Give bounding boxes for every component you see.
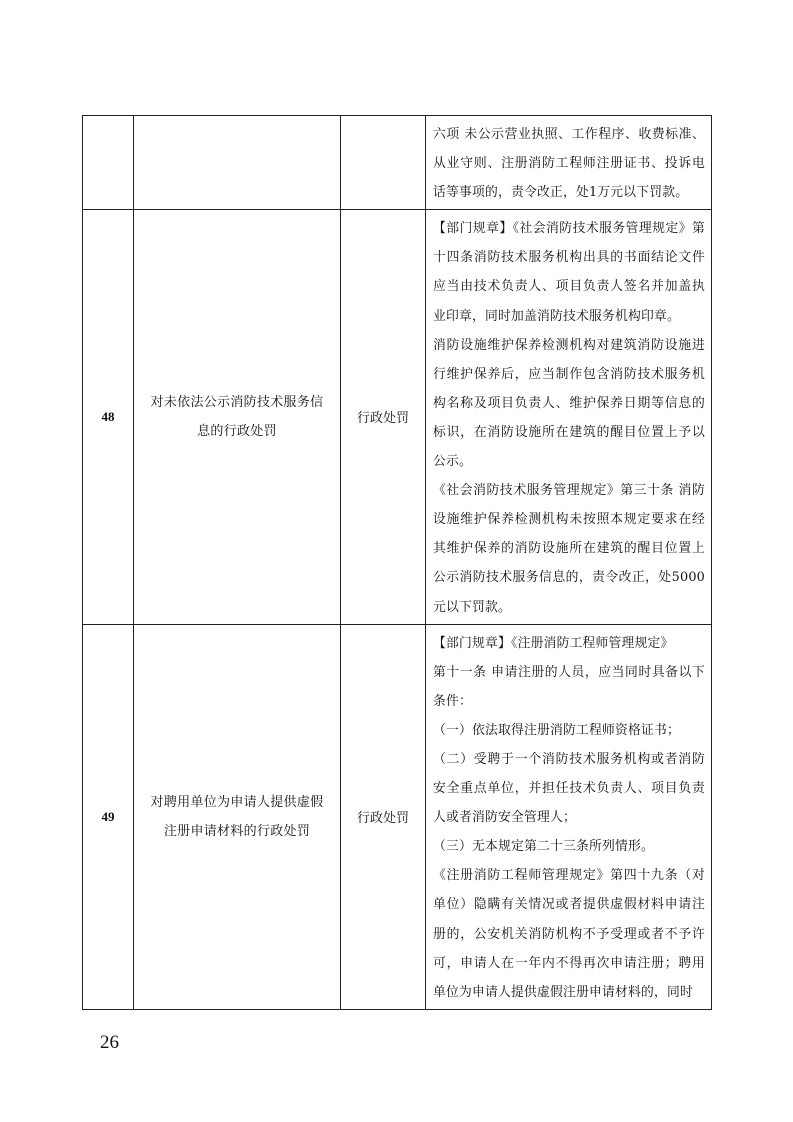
basis-paragraph: 第十一条 申请注册的人员，应当同时具备以下条件： [433,664,705,709]
item-name-cell [134,116,341,210]
legal-basis-cell [426,624,712,1009]
item-type-cell [341,116,426,210]
table-row [83,624,712,1009]
item-type-cell: 行政处罚 [341,210,426,624]
basis-paragraph: 《注册消防工程师管理规定》第四十九条（对单位）隐瞒有关情况或者提供虚假材料申请注册的，公安机关消防机构不予受理或者不予许可，申请人在一年内不得再次申请注册；聘用单位为申请人提供虚假注册申请材料的，同时 [433,868,705,1000]
table-row [83,210,712,624]
basis-paragraph: （三）无本规定第二十三条所列情形。 [433,839,654,855]
table-row [83,116,712,210]
row-number-cell [83,116,134,210]
basis-paragraph: （一）依法取得注册消防工程师资格证书； [433,722,680,738]
basis-paragraph: 【部门规章】《社会消防技术服务管理规定》第十四条消防技术服务机构出具的书面结论文件应当由技术负责人、项目负责人签名并加盖执业印章，同时加盖消防技术服务机构印章。 [433,221,705,324]
basis-paragraph: 消防设施维护保养检测机构对建筑消防设施进行维护保养后，应当制作包含消防技术服务机构名称及项目负责人、维护保养日期等信息的标识，在消防设施所在建筑的醒目位置上予以公示。 [433,337,705,470]
basis-paragraph: 【部门规章】《注册消防工程师管理规定》 [433,635,674,651]
legal-basis-cell [426,116,712,210]
item-name-cell: 对聘用单位为申请人提供虚假注册申请材料的行政处罚 [134,624,341,1009]
row-number-cell: 49 [83,624,134,1009]
item-type-cell: 行政处罚 [341,624,426,1009]
item-name-cell: 对未依法公示消防技术服务信息的行政处罚 [134,210,341,624]
legal-basis-cell [426,210,712,624]
page-number: 26 [100,1032,119,1053]
basis-paragraph: 《社会消防技术服务管理规定》第三十条 消防设施维护保养检测机构未按照本规定要求在经其维护保养的消防设施所在建筑的醒目位置上公示消防技术服务信息的，责令改正，处5000元以下罚款。 [433,483,705,615]
row-number-cell: 48 [83,210,134,624]
basis-paragraph: 六项 未公示营业执照、工作程序、收费标准、从业守则、注册消防工程师注册证书、投诉电话等事项的，责令改正，处1万元以下罚款。 [433,127,705,201]
basis-paragraph: （二）受聘于一个消防技术服务机构或者消防安全重点单位，并担任技术负责人、项目负责人或者消防安全管理人； [433,751,705,826]
regulation-table [82,115,712,1010]
